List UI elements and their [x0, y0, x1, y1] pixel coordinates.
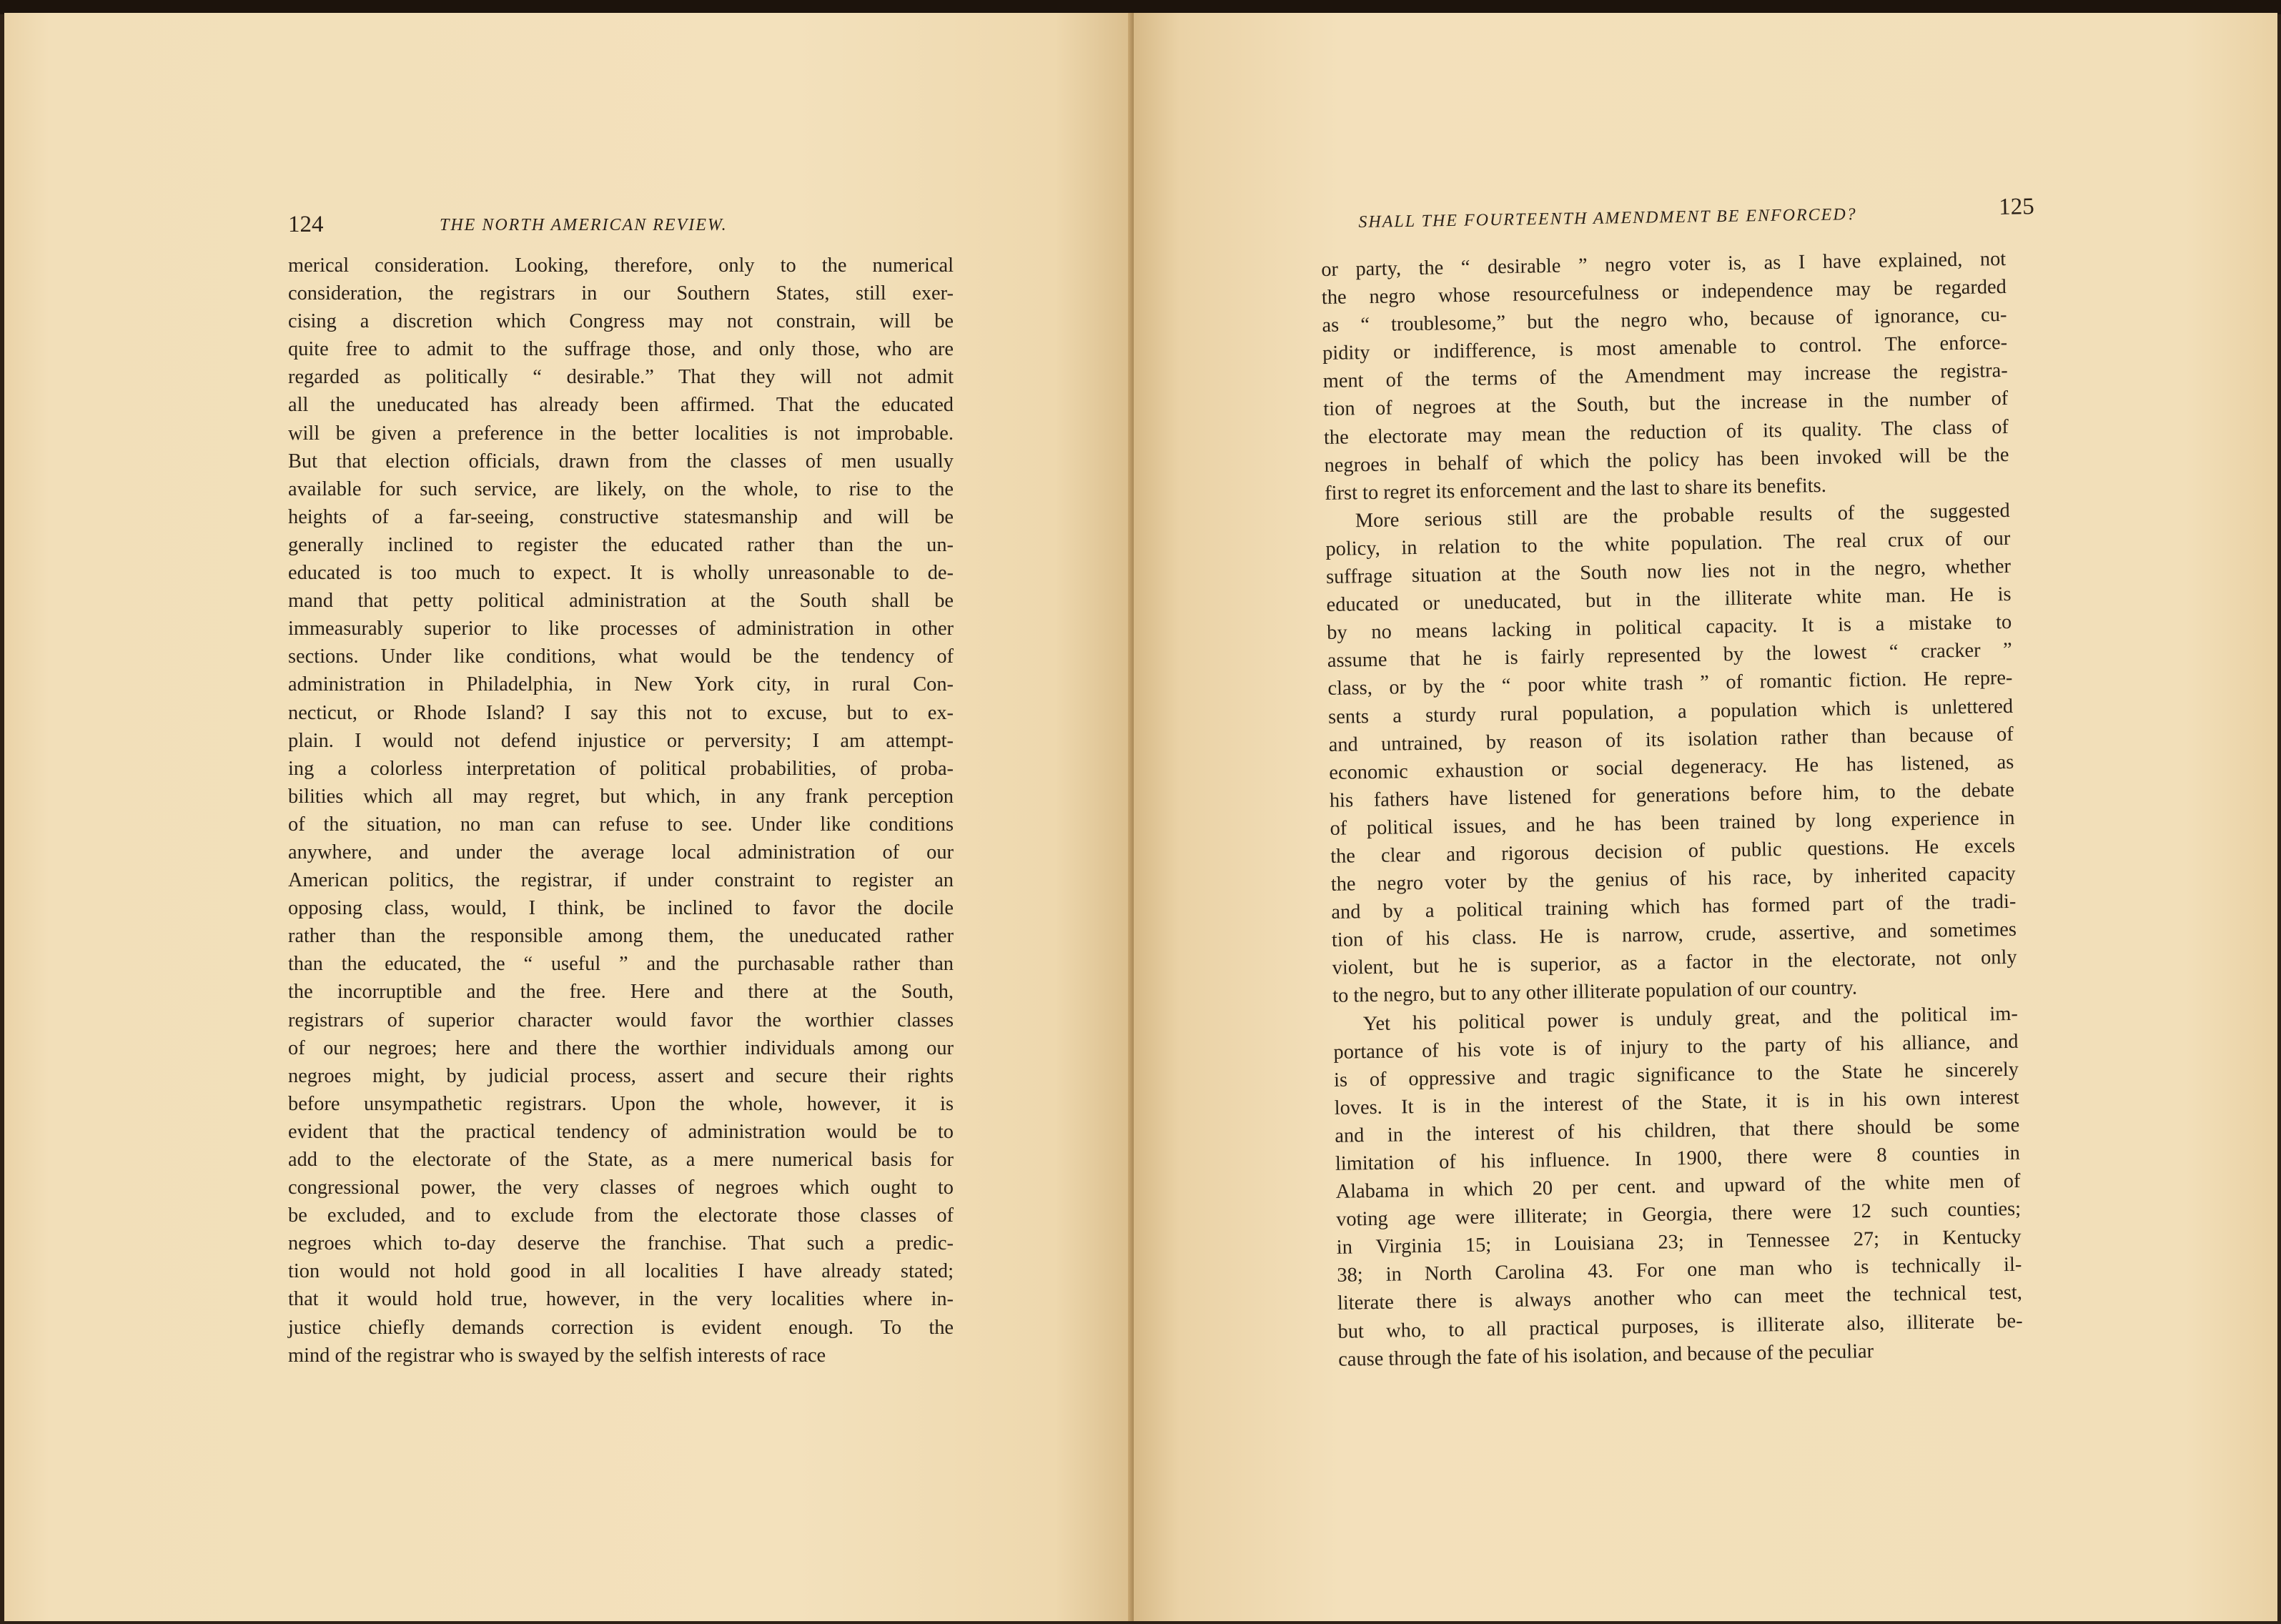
text-line: Yet his political power is unduly great, and the political im-	[1362, 1002, 2019, 1035]
text-line: suffrage situation at the South now lies not in the negro, whether	[1325, 555, 2012, 588]
left-page-number: 124	[288, 212, 324, 237]
text-line: tion of his class. He is narrow, crude, assertive, and sometimes	[1331, 919, 2017, 952]
text-line: sents a sturdy rural population, a population which is unlettered	[1327, 695, 2014, 728]
text-line: of our negroes; here and there the worthier individuals among our	[288, 1036, 954, 1059]
text-line: rather than the responsible among them, the uneducated rather	[288, 925, 954, 948]
text-line: economic exhaustion or social degeneracy. He has listened, as	[1329, 751, 2014, 784]
text-line: available for such service, are likely, on the whole, to rise to the	[288, 477, 954, 500]
text-line: negroes might, by judicial process, assert and secure their rights	[288, 1064, 954, 1087]
text-line: American politics, the registrar, if under constraint to register an	[288, 869, 954, 892]
text-line: sections. Under like conditions, what would be the tendency of	[288, 645, 954, 668]
text-line: his fathers have listened for generations before him, to the debate	[1329, 778, 2015, 812]
text-line: portance of his vote is of injury to the party of his alliance, and	[1333, 1030, 2019, 1064]
left-running-head: THE NORTH AMERICAN REVIEW.	[440, 216, 728, 234]
text-line: of the situation, no man can refuse to see. Under like conditions	[288, 813, 954, 836]
text-line: But that election officials, drawn from the classes of men usually	[288, 450, 954, 472]
text-line: the electorate may mean the reduction of its quality. The class of	[1323, 415, 2009, 449]
text-line: administration in Philadelphia, in New York city, in rural Con-	[288, 673, 954, 696]
text-line: educated or uneducated, but in the illiterate white man. He is	[1326, 583, 2012, 617]
text-line: cause through the fate of his isolation, and because of the peculiar	[1338, 1340, 1874, 1371]
text-line: ment of the terms of the Amendment may increase the registra-	[1322, 360, 2008, 393]
text-line: immeasurably superior to like processes of administration in other	[288, 618, 954, 640]
text-line: limitation of his influence. In 1900, there were 8 counties in	[1335, 1142, 2021, 1175]
text-line: and untrained, by reason of its isolation rather than because of	[1328, 723, 2014, 756]
text-line: 38; in North Carolina 43. For one man who is technically il-	[1337, 1254, 2022, 1287]
text-line: the negro whose resourcefulness or independence may be regarded	[1321, 276, 2007, 310]
text-line: class, or by the “ poor white trash ” of romantic fiction. He repre-	[1327, 667, 2013, 700]
text-line: mand that petty political administration at the South shall be	[288, 590, 954, 613]
text-line: cising a discretion which Congress may not constrain, will be	[288, 310, 954, 333]
text-line: registrars of superior character would favor the worthier classes	[288, 1009, 954, 1031]
text-line: but who, to all practical purposes, is illiterate also, illiterate be-	[1337, 1309, 2023, 1343]
text-line: all the uneducated has already been affirmed. That the educated	[288, 394, 954, 417]
text-line: or party, the “ desirable ” negro voter is, as I have explained, not	[1321, 247, 2007, 281]
right-running-head: SHALL THE FOURTEENTH AMENDMENT BE ENFORCED?	[1358, 205, 1857, 232]
text-line: will be given a preference in the better localities is not improbable.	[288, 422, 954, 445]
text-line: of political issues, and he has been trained by long experience in	[1330, 806, 2015, 840]
text-line: the incorruptible and the free. Here and there at the South,	[288, 981, 954, 1004]
text-line: policy, in relation to the white population. The real crux of our	[1325, 527, 2011, 560]
text-line: that it would hold true, however, in the very localities where in-	[288, 1288, 954, 1311]
text-line: necticut, or Rhode Island? I say this not to excuse, but to ex-	[288, 701, 954, 724]
text-line: to the negro, but to any other illiterate population of our country.	[1332, 976, 1858, 1008]
text-line: pidity or indifference, is most amenable to control. The enforce-	[1322, 332, 2008, 365]
text-line: than the educated, the “ useful ” and the purchasable rather than	[288, 953, 954, 976]
text-line: merical consideration. Looking, therefore, only to the numerical	[288, 254, 954, 277]
text-line: ing a colorless interpretation of political probabilities, of proba-	[288, 757, 954, 780]
text-line: opposing class, would, I think, be inclined to favor the docile	[288, 897, 954, 920]
text-line: consideration, the registrars in our Southern States, still exer-	[288, 282, 954, 305]
text-line: and by a political training which has formed part of the tradi-	[1331, 890, 2017, 924]
right-page	[1134, 13, 2277, 1621]
text-line: bilities which all may regret, but which, in any frank perception	[288, 785, 954, 808]
text-line: negroes which to-day deserve the franchise. That such a predic-	[288, 1232, 954, 1255]
text-line: congressional power, the very classes of negroes which ought to	[288, 1177, 954, 1199]
text-line: regarded as politically “ desirable.” That they will not admit	[288, 366, 954, 389]
left-page-header	[288, 212, 946, 238]
right-page-header	[1358, 194, 2044, 232]
text-line: loves. It is in the interest of the State, it is in his own interest	[1334, 1086, 2019, 1119]
left-page	[4, 13, 1134, 1621]
scan-background	[0, 0, 2281, 14]
text-line: generally inclined to register the educated rather than the un-	[288, 533, 954, 556]
text-line: the negro voter by the genius of his race, by inherited capacity	[1330, 862, 2016, 896]
text-line: heights of a far-seeing, constructive statesmanship and will be	[288, 505, 954, 528]
text-line: educated is too much to expect. It is wholly unreasonable to de-	[288, 562, 954, 585]
text-line: More serious still are the probable results of the suggested	[1355, 499, 2010, 533]
text-line: assume that he is fairly represented by the lowest “ cracker ”	[1327, 639, 2013, 673]
text-line: before unsympathetic registrars. Upon the whole, however, it is	[288, 1092, 954, 1115]
text-line: tion of negroes at the South, but the increase in the number of	[1323, 387, 2009, 421]
text-line: as “ troublesome,” but the negro who, because of ignorance, cu-	[1322, 304, 2007, 337]
left-page-body	[288, 252, 954, 1370]
text-line: plain. I would not defend injustice or perversity; I am attempt-	[288, 729, 954, 752]
text-line: be excluded, and to exclude from the electorate those classes of	[288, 1204, 954, 1227]
text-line: is of oppressive and tragic significance to the State he sincerely	[1333, 1058, 2019, 1091]
text-line: negroes in behalf of which the policy has been invoked will be the	[1324, 443, 2009, 477]
right-page-body	[1321, 245, 2023, 1374]
text-line: in Virginia 15; in Louisiana 23; in Tennessee 27; in Kentucky	[1336, 1226, 2022, 1259]
text-line: first to regret its enforcement and the last to share its benefits.	[1324, 474, 1827, 505]
text-line: by no means lacking in political capacity. It is a mistake to	[1327, 611, 2012, 645]
text-line: literate there is always another who can meet the technical test,	[1337, 1282, 2023, 1315]
text-line: evident that the practical tendency of administration would be to	[288, 1120, 954, 1143]
text-line: add to the electorate of the State, as a mere numerical basis for	[288, 1149, 954, 1171]
right-page-number: 125	[1998, 194, 2034, 220]
text-line: violent, but he is superior, as a factor in the electorate, not only	[1332, 946, 2017, 980]
text-line: and in the interest of his children, that there should be some	[1335, 1114, 2020, 1147]
text-line: quite free to admit to the suffrage those, and only those, who are	[288, 338, 954, 361]
text-line: tion would not hold good in all localities I have already stated;	[288, 1260, 954, 1283]
text-line: voting age were illiterate; in Georgia, there were 12 such counties;	[1335, 1197, 2022, 1232]
text-line: the clear and rigorous decision of public questions. He excels	[1330, 834, 2016, 868]
text-line: anywhere, and under the average local administration of our	[288, 841, 954, 863]
text-line: Alabama in which 20 per cent. and upward of the white men of	[1335, 1169, 2021, 1203]
text-line: mind of the registrar who is swayed by the selfish interests of race	[288, 1344, 826, 1367]
text-line: justice chiefly demands correction is evident enough. To the	[288, 1316, 954, 1339]
